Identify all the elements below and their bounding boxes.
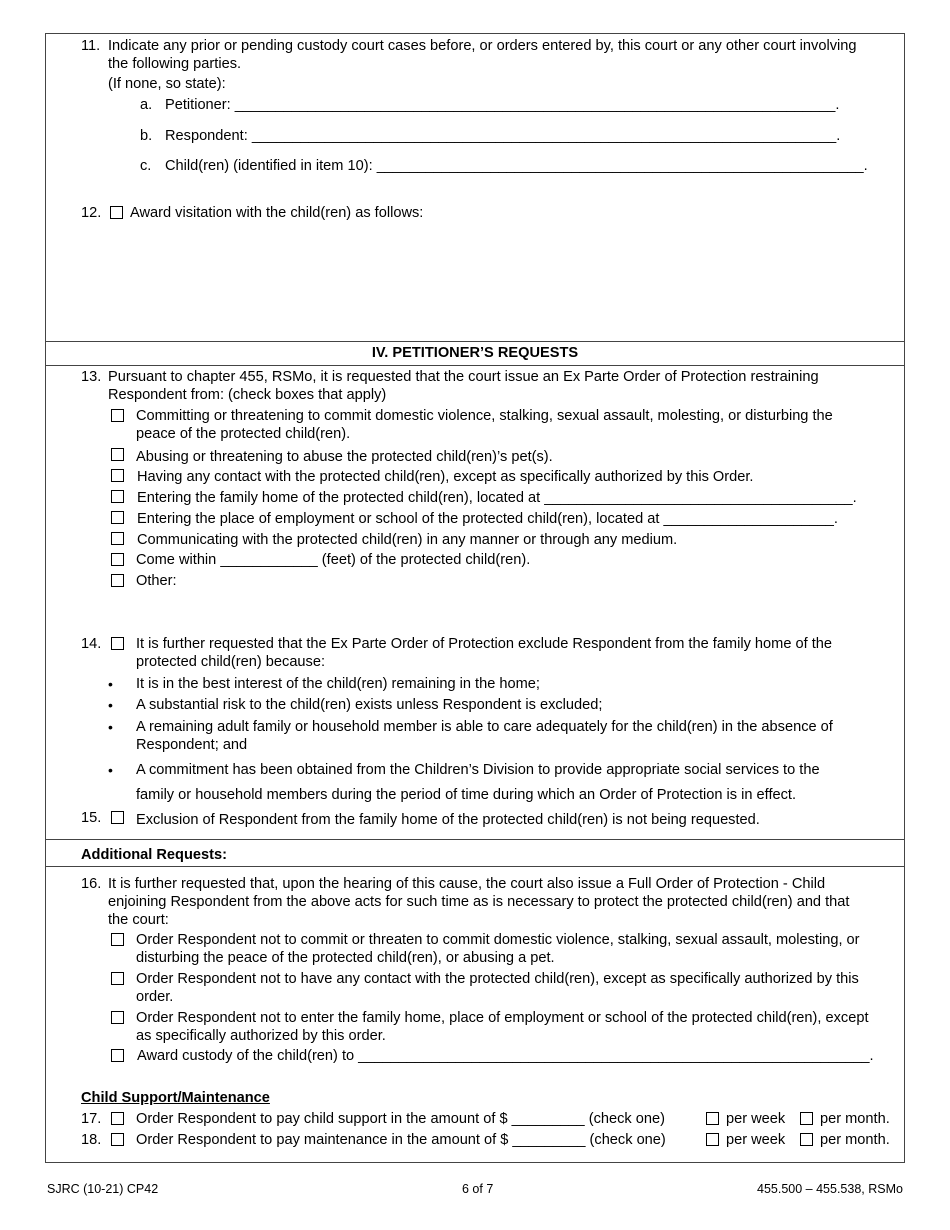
per-month-checkbox[interactable]: [800, 1133, 813, 1146]
form-id: SJRC (10-21) CP42: [47, 1182, 159, 1196]
divider: [45, 866, 905, 867]
bullet-icon: •: [108, 676, 113, 692]
per-month-label: per month.: [820, 1111, 890, 1127]
bullet-text: It is in the best interest of the child(ren) remaining in the home;: [136, 676, 540, 692]
item-16-text: It is further requested that, upon the hearing of this cause, the court also issue a Full Order of Protection - Child enjoining Respondent from the above acts for such time as is necessary to protect the protected child(ren) and that the court:: [108, 876, 850, 928]
option-text: Order Respondent not to commit or threaten to commit domestic violence, stalking, sexual assault, molesting, or disturbing the peace of the protected child(ren), or abusing a pet.: [136, 932, 860, 966]
option-text: Having any contact with the protected child(ren), except as specifically authorized by this Order.: [137, 469, 754, 485]
option-checkbox[interactable]: [111, 933, 124, 946]
petitioner-field[interactable]: Petitioner: __________________________________________________________________________.: [165, 97, 840, 113]
per-month-checkbox[interactable]: [800, 1112, 813, 1125]
divider: [45, 365, 905, 366]
maintenance-checkbox[interactable]: [111, 1133, 124, 1146]
bullet-icon: •: [108, 762, 113, 778]
per-week-checkbox[interactable]: [706, 1112, 719, 1125]
option-text[interactable]: Entering the family home of the protected child(ren), located at ______________________________________.: [137, 490, 857, 506]
no-exclusion-checkbox[interactable]: [111, 811, 124, 824]
option-text: Abusing or threatening to abuse the protected child(ren)’s pet(s).: [136, 449, 553, 465]
option-text[interactable]: Award custody of the child(ren) to _______________________________________________________________.: [137, 1048, 874, 1064]
option-checkbox[interactable]: [111, 1011, 124, 1024]
option-text: Order Respondent not to enter the family home, place of employment or school of the protected child(ren), except as specifically authorized by this order.: [136, 1010, 869, 1044]
bullet-text: A remaining adult family or household member is able to care adequately for the child(ren) in the absence of Respondent; and: [136, 719, 833, 753]
bullet-text: A commitment has been obtained from the Children’s Division to provide appropriate social services to the: [136, 762, 820, 778]
item-11a-label: a.: [140, 97, 153, 113]
per-week-label: per week: [726, 1111, 786, 1127]
item-11-if-none: (If none, so state):: [108, 76, 226, 92]
item-12-number: 12.: [81, 205, 102, 221]
option-checkbox[interactable]: [111, 1049, 124, 1062]
item-17-number: 17.: [81, 1111, 102, 1127]
option-checkbox[interactable]: [111, 574, 124, 587]
per-week-label: per week: [726, 1132, 786, 1148]
bullet-icon: •: [108, 719, 113, 735]
divider: [45, 839, 905, 840]
visitation-checkbox[interactable]: [110, 206, 123, 219]
option-checkbox[interactable]: [111, 490, 124, 503]
item-15-number: 15.: [81, 810, 102, 826]
divider: [45, 341, 905, 342]
option-checkbox[interactable]: [111, 511, 124, 524]
option-checkbox[interactable]: [111, 469, 124, 482]
section-heading: IV. PETITIONER’S REQUESTS: [371, 345, 579, 361]
option-text: Other:: [136, 573, 177, 589]
bullet-text-continued: family or household members during the period of time during which an Order of Protection is in effect.: [136, 787, 797, 803]
bullet-text: A substantial risk to the child(ren) exists unless Respondent is excluded;: [136, 697, 603, 713]
option-text: Committing or threatening to commit domestic violence, stalking, sexual assault, molesting, or disturbing the peace of the protected child(ren).: [136, 408, 833, 442]
option-checkbox[interactable]: [111, 532, 124, 545]
item-11-number: 11.: [81, 38, 101, 54]
item-14-text: It is further requested that the Ex Parte Order of Protection exclude Respondent from the family home of the protected child(ren) because:: [136, 636, 832, 670]
item-17-text[interactable]: Order Respondent to pay child support in the amount of $ _________ (check one): [136, 1111, 665, 1127]
option-text[interactable]: Entering the place of employment or school of the protected child(ren), located at _____________________.: [137, 511, 838, 527]
option-checkbox[interactable]: [111, 448, 124, 461]
item-18-text[interactable]: Order Respondent to pay maintenance in the amount of $ _________ (check one): [136, 1132, 666, 1148]
statute-reference: 455.500 – 455.538, RSMo: [757, 1182, 903, 1196]
per-week-checkbox[interactable]: [706, 1133, 719, 1146]
item-13-text: Pursuant to chapter 455, RSMo, it is requested that the court issue an Ex Parte Order of Protection restraining Respondent from: (check boxes that apply): [108, 369, 819, 403]
additional-requests-heading: Additional Requests:: [81, 847, 227, 863]
item-13-number: 13.: [81, 369, 102, 385]
item-11-text: Indicate any prior or pending custody court cases before, or orders entered by, this court or any other court involving the following parties.: [108, 38, 857, 72]
exclude-respondent-checkbox[interactable]: [111, 637, 124, 650]
option-checkbox[interactable]: [111, 409, 124, 422]
item-12-text: Award visitation with the child(ren) as follows:: [130, 205, 424, 221]
option-text: Communicating with the protected child(ren) in any manner or through any medium.: [137, 532, 678, 548]
item-18-number: 18.: [81, 1132, 102, 1148]
item-11b-label: b.: [140, 128, 153, 144]
child-support-heading: Child Support/Maintenance: [81, 1090, 270, 1106]
item-14-number: 14.: [81, 636, 102, 652]
item-16-number: 16.: [81, 876, 102, 892]
per-month-label: per month.: [820, 1132, 890, 1148]
option-text: Order Respondent not to have any contact with the protected child(ren), except as specifically authorized by this order.: [136, 971, 859, 1005]
child-support-checkbox[interactable]: [111, 1112, 124, 1125]
option-text[interactable]: Come within ____________ (feet) of the protected child(ren).: [136, 552, 531, 568]
bullet-icon: •: [108, 697, 113, 713]
children-field[interactable]: Child(ren) (identified in item 10): ____________________________________________________________.: [165, 158, 868, 174]
option-checkbox[interactable]: [111, 972, 124, 985]
respondent-field[interactable]: Respondent: ________________________________________________________________________.: [165, 128, 841, 144]
option-checkbox[interactable]: [111, 553, 124, 566]
item-15-text: Exclusion of Respondent from the family home of the protected child(ren) is not being requested.: [136, 812, 760, 828]
item-11c-label: c.: [140, 158, 152, 174]
page-number: 6 of 7: [462, 1182, 494, 1196]
